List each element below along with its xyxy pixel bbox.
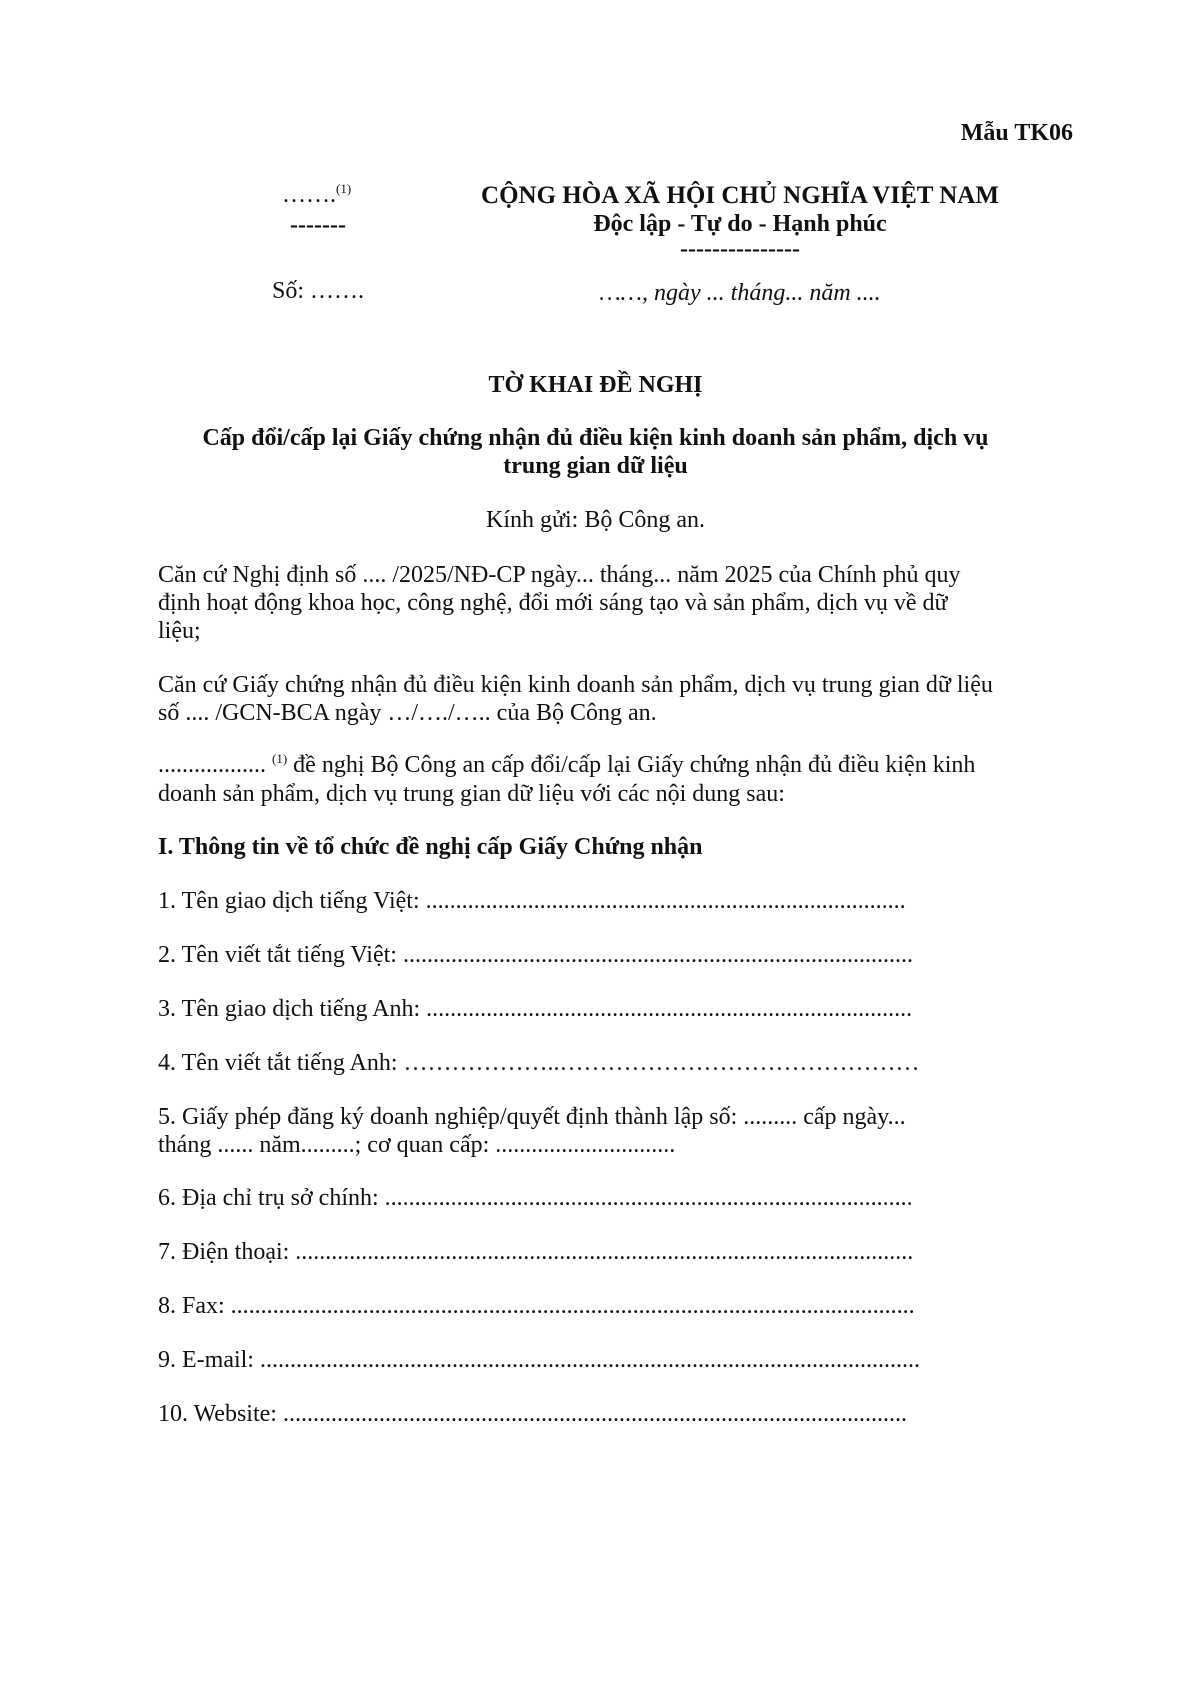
field-english-trade-name: 3. Tên giao dịch tiếng Anh: ................................................................................. [158,996,913,1022]
field-business-license-line2: tháng ...... năm.........; cơ quan cấp: .............................. [158,1132,676,1158]
basis-1-line2: định hoạt động khoa học, công nghệ, đổi mới sáng tạo và sản phẩm, dịch vụ về dữ [158,590,948,616]
basis-1-line3: liệu; [158,618,201,644]
document-subtitle-line1: Cấp đổi/cấp lại Giấy chứng nhận đủ điều kiện kinh doanh sản phẩm, dịch vụ [202,425,989,451]
request-org-placeholder: .................. [158,752,266,778]
document-number: Số: ……. [272,278,365,304]
field-vietnamese-abbreviation: 2. Tên viết tắt tiếng Việt: ..................................................................................... [158,942,913,968]
basis-2-line1: Căn cứ Giấy chứng nhận đủ điều kiện kinh doanh sản phẩm, dịch vụ trung gian dữ liệu [158,672,993,698]
field-vietnamese-trade-name: 1. Tên giao dịch tiếng Việt: ................................................................................ [158,888,906,914]
section-heading: I. Thông tin về tổ chức đề nghị cấp Giấy Chứng nhận [158,834,703,860]
basis-2-line2: số .... /GCN-BCA ngày …/…./….. của Bộ Công an. [158,700,657,726]
request-line2: doanh sản phẩm, dịch vụ trung gian dữ liệu với các nội dung sau: [158,781,785,807]
document-title: TỜ KHAI ĐỀ NGHỊ [488,372,703,398]
country-name: CỘNG HÒA XÃ HỘI CHỦ NGHĨA VIỆT NAM [481,182,999,209]
field-email: 9. E-mail: .............................................................................................................. [158,1347,920,1373]
issuing-org-placeholder: ……. [282,182,336,208]
document-subtitle-line2: trung gian dữ liệu [503,453,688,479]
form-code: Mẫu TK06 [960,120,1073,146]
motto-divider: --------------- [680,236,800,262]
recipient-line: Kính gửi: Bộ Công an. [485,507,705,533]
field-website: 10. Website: ........................................................................................................ [158,1401,907,1427]
request-text: đề nghị Bộ Công an cấp đổi/cấp lại Giấy chứng nhận đủ điều kiện kinh [287,752,976,778]
field-phone: 7. Điện thoại: ....................................................................................................... [158,1239,914,1265]
field-english-abbreviation: 4. Tên viết tắt tiếng Anh: ………………..……………………………………… [158,1050,920,1076]
footnote-ref: (1) [336,181,352,196]
field-head-office-address: 6. Địa chỉ trụ sở chính: ........................................................................................ [158,1185,913,1211]
request-line1 [158,752,975,779]
issuing-org-divider: ------- [290,212,346,238]
place-date-line: ……, ngày ... tháng... năm .... [599,280,881,306]
national-motto: Độc lập - Tự do - Hạnh phúc [593,211,887,237]
footnote-ref: (1) [272,751,288,766]
field-business-license-line1: 5. Giấy phép đăng ký doanh nghiệp/quyết định thành lập số: ......... cấp ngày... [158,1104,906,1130]
basis-1-line1: Căn cứ Nghị định số .... /2025/NĐ-CP ngày... tháng... năm 2025 của Chính phủ quy [158,562,961,588]
field-fax: 8. Fax: .................................................................................................................. [158,1293,915,1319]
issuing-org [282,182,351,209]
